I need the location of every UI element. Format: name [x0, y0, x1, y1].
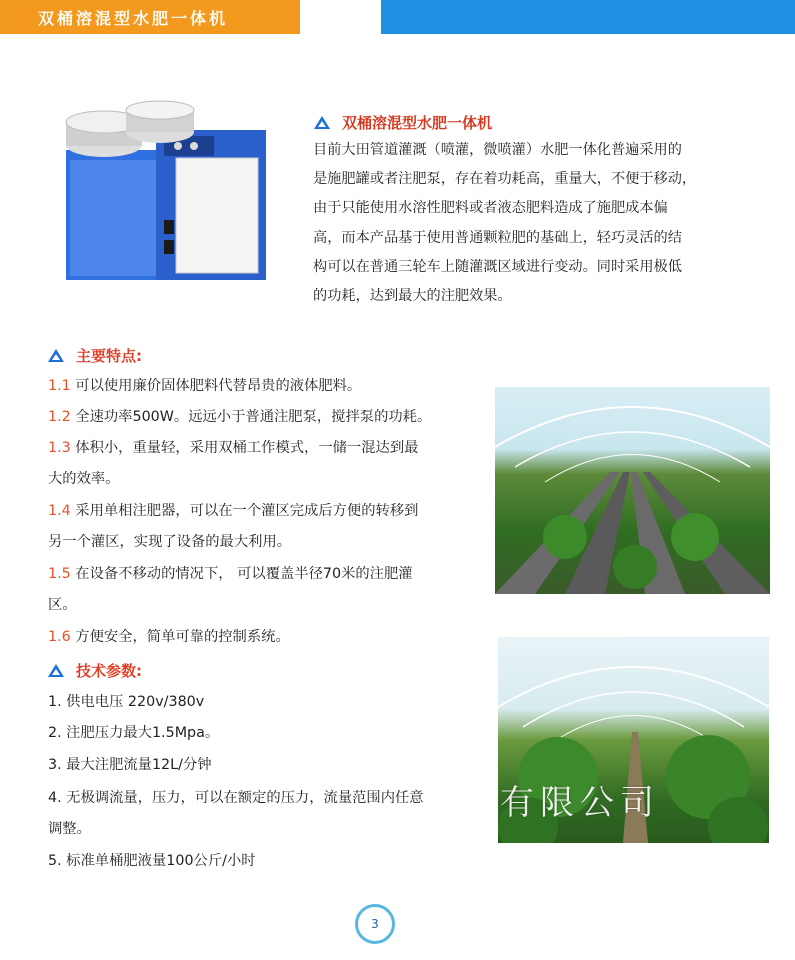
spec-line: 1. 供电电压 220v/380v: [48, 694, 205, 710]
spec-line: 调整。: [48, 821, 91, 837]
triangle-bullet-icon: [314, 116, 330, 129]
spec-line: 5. 标准单桶肥液量100公斤/小时: [48, 853, 256, 869]
watermark-text: 有限公司: [500, 783, 660, 823]
intro-line: 构可以在普通三轮车上随灌溉区域进行变动。同时采用极低: [313, 258, 682, 275]
spec-line: 2. 注肥压力最大1.5Mpa。: [48, 725, 220, 741]
spec-line: 3. 最大注肥流量12L/分钟: [48, 757, 212, 773]
intro-line: 是施肥罐或者注肥泵，存在着功耗高，重量大，不便于移动，: [313, 171, 697, 188]
greenhouse-photo-vegetables: [498, 637, 769, 843]
page-number: 3: [355, 904, 395, 944]
intro-line: 由于只能使用水溶性肥料或者液态肥料造成了施肥成本偏: [313, 200, 668, 217]
intro-heading: 双桶溶混型水肥一体机: [314, 112, 492, 133]
header-blue-bar: [381, 0, 795, 34]
header-orange-tab: [0, 0, 300, 34]
feature-line: 1.6 方便安全，简单可靠的控制系统。: [48, 629, 290, 645]
feature-line: 1.2 全速功率500W。远远小于普通注肥泵，搅拌泵的功耗。: [48, 409, 432, 425]
feature-line: 1.5 在设备不移动的情况下， 可以覆盖半径70米的注肥灌: [48, 566, 413, 582]
feature-line: 大的效率。: [48, 471, 120, 487]
triangle-bullet-icon: [48, 664, 64, 677]
feature-line: 1.3 体积小，重量轻，采用双桶工作模式，一储一混达到最: [48, 440, 419, 456]
machine-image: [56, 100, 271, 290]
feature-line: 区。: [48, 597, 77, 613]
intro-paragraph: [313, 136, 773, 311]
greenhouse-photo-strawberry: [495, 387, 770, 594]
feature-line: 1.4 采用单相注肥器，可以在一个灌区完成后方便的转移到: [48, 503, 419, 519]
triangle-bullet-icon: [48, 349, 64, 362]
intro-line: 高，而本产品基于使用普通颗粒肥的基础上，轻巧灵活的结: [313, 229, 682, 246]
feature-line: 另一个灌区，实现了设备的最大利用。: [48, 534, 292, 550]
specs-heading: 技术参数:: [48, 660, 142, 681]
feature-line: 1.1 可以使用廉价固体肥料代替昂贵的液体肥料。: [48, 378, 362, 394]
intro-line: 的功耗，达到最大的注肥效果。: [313, 288, 512, 305]
features-heading: 主要特点:: [48, 345, 142, 366]
header-tab-title: 双桶溶混型水肥一体机: [38, 9, 229, 28]
spec-line: 4. 无极调流量，压力，可以在额定的压力，流量范围内任意: [48, 790, 424, 806]
intro-line: 目前大田管道灌溉（喷灌，微喷灌）水肥一体化普遍采用的: [313, 142, 682, 158]
